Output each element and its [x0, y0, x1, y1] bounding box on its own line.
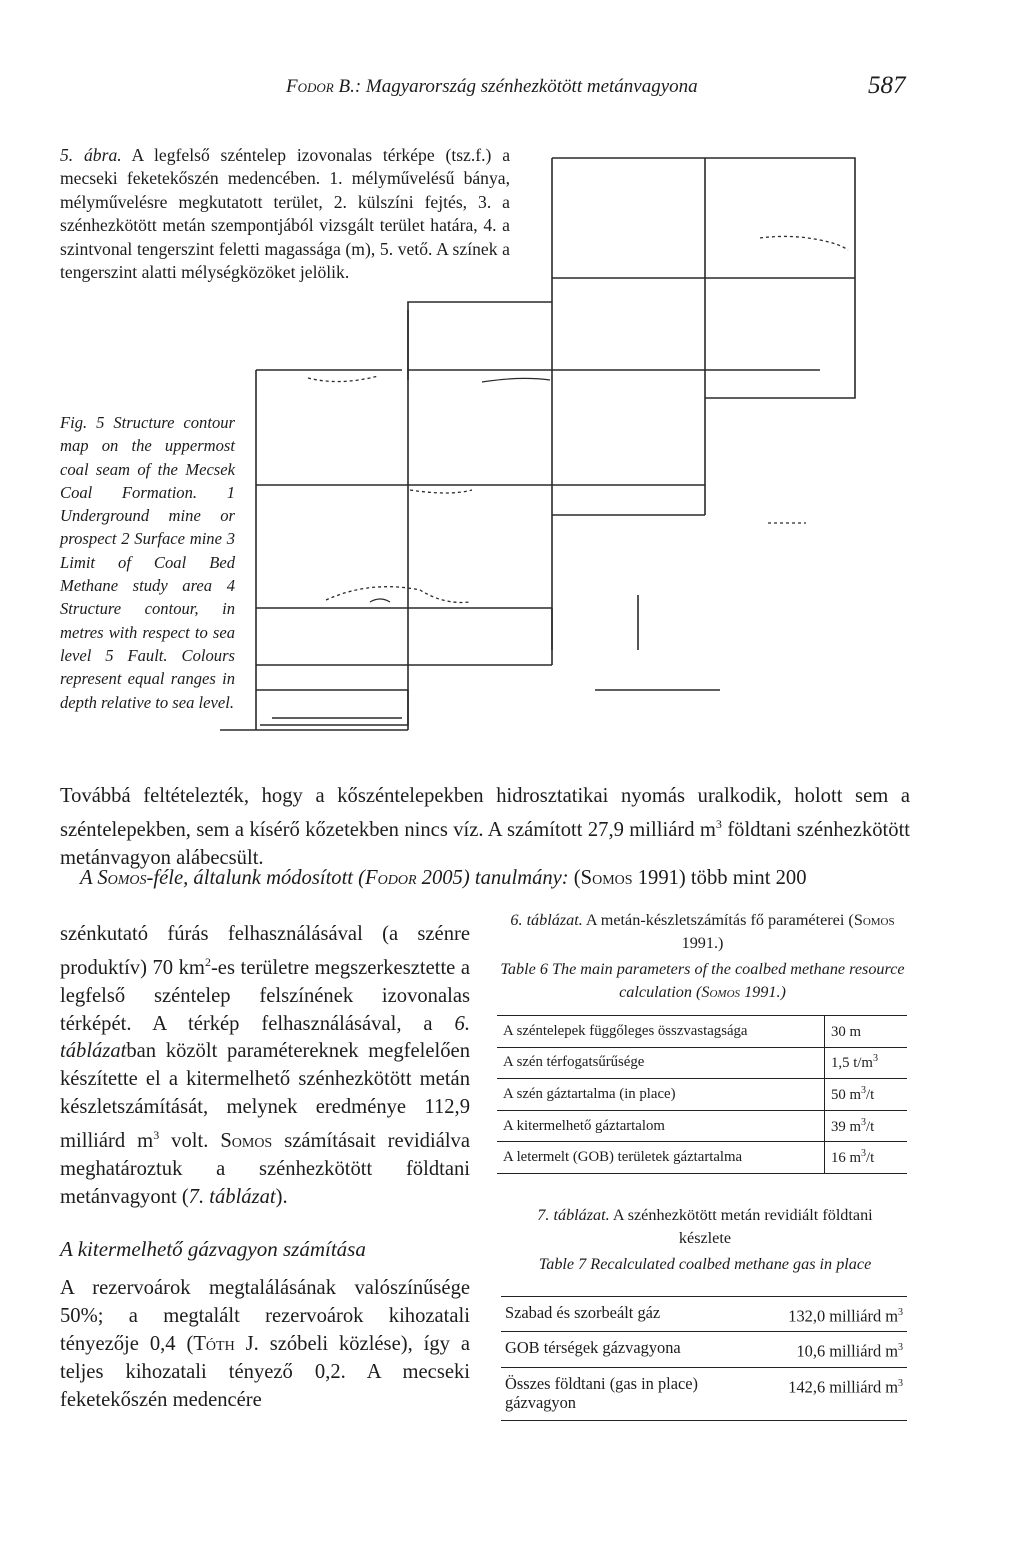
table-cell-value: 10,6 milliárd $m^3$: [739, 1332, 907, 1367]
body-paragraph-2-text: szénkutató fúrás felhasználásával (a szénre produktív) 70 $km^2-es$ területre megszerkesztette a legfelső széntelep felszínének izovonalas térképét. A térkép felhasználásával, a 6. táblázatban közölt paramétereknek megfelelően készítette el a kitermelhető szénhezkötött metán készletszámítását, melynek eredménye 112,9 milliárd $m^3$ volt. Somos számításait revidiálva meghatároztuk a szénhezkötött földtani metánvagyont (7. táblázat).: [60, 923, 470, 1208]
table-row: [497, 1110, 907, 1142]
table-cell-label: Szabad és szorbeált gáz: [501, 1297, 739, 1332]
table-6-caption: [495, 909, 910, 1005]
table-6-caption-english: Table 6 The main parameters of the coalbed methane resource calculation (Somos 1991.): [500, 959, 905, 1002]
table-6-caption-hungarian: 6. táblázat. A metán-készletszámítás fő paraméterei (Somos 1991.): [510, 911, 895, 953]
page-number: 587: [868, 72, 906, 99]
table-cell-label: A szén térfogatsűrűsége: [497, 1047, 825, 1079]
table-row: [497, 1079, 907, 1111]
table-row: [501, 1332, 907, 1367]
body-paragraph-2: [60, 921, 470, 1212]
table-cell-value: 16 $m^3/t$: [825, 1142, 908, 1174]
table-7-caption-hungarian: 7. táblázat. A szénhezkötött metán revidiált földtani készlete: [537, 1206, 873, 1248]
table-cell-label: A szén gáztartalma (in place): [497, 1079, 825, 1111]
table-cell-label: GOB térségek gázvagyona: [501, 1332, 739, 1367]
table-cell-label: A letermelt (GOB) területek gáztartalma: [497, 1142, 825, 1174]
table-cell-value: 50 $m^3/t$: [825, 1079, 908, 1111]
table-6: [497, 1015, 907, 1174]
table-cell-label: Összes földtani (gas in place) gázvagyon: [501, 1367, 739, 1420]
section-heading: A kitermelhető gázvagyon számítása: [60, 1237, 366, 1261]
table-cell-value: 30 m: [825, 1016, 908, 1048]
table-cell-value: 1,5 $t/m^3$: [825, 1047, 908, 1079]
structure-contour-map: [220, 150, 860, 740]
body-paragraph-3: A rezervoárok megtalálásának valószínűsége 50%; a megtalált rezervoárok kihozatali tényezője 0,4 (Tóth J. szóbeli közlése), így a teljes kihozatali tényező 0,2. A mecseki feketekőszén medencére: [60, 1277, 471, 1411]
map-drawing: [220, 150, 860, 740]
table-cell-label: A széntelepek függőleges összvastagsága: [497, 1016, 825, 1048]
table-7-caption: [520, 1204, 890, 1276]
table-7-caption-english: Table 7 Recalculated coalbed methane gas in place: [538, 1254, 872, 1273]
table-cell-value: 142,6 milliárd $m^3$: [739, 1367, 907, 1420]
table-row: [497, 1047, 907, 1079]
figure-caption-english: Fig. 5 Structure contour map on the uppermost coal seam of the Mecsek Coal Formation. 1 Underground mine or prospect 2 Surface mine 3 Limit of Coal Bed Methane study area 4 Structure contour, in metres with respect to sea level 5 Fault. Colours represent equal ranges in depth relative to sea level.: [60, 413, 235, 712]
figure-caption-hungarian: 5. ábra. A legfelső széntelep izovonalas térképe (tsz.f.) a mecseki feketekőszén medencében. 1. mélyművelésű bánya, mélyművelésre megkutatott terület, 2. külszíni fejtés, 3. a szénhezkötött metán szempontjából vizsgált terület határa, 4. a szintvonal tengerszint feletti magassága (m), 5. vető. A színek a tengerszint alatti mélységközöket jelölik.: [60, 145, 510, 283]
table-cell-label: A kitermelhető gáztartalom: [497, 1110, 825, 1142]
page-header: [0, 72, 1024, 104]
table-row: [501, 1367, 907, 1420]
table-row: [497, 1016, 907, 1048]
body-paragraph-2-first-line: A Somos-féle, általunk módosított (Fodor 2005) tanulmány: (Somos 1991) több mint 200: [80, 867, 807, 889]
table-row: [497, 1142, 907, 1174]
running-head: Fodor B.: Magyarország szénhezkötött metánvagyona: [286, 76, 698, 97]
table-cell-value: 132,0 milliárd $m^3$: [739, 1297, 907, 1332]
table-7: [501, 1296, 907, 1421]
table-row: [501, 1297, 907, 1332]
table-cell-value: 39 $m^3/t$: [825, 1110, 908, 1142]
body-paragraph-1: Továbbá feltételezték, hogy a kőszéntelepekben hidrosztatikai nyomás uralkodik, holott sem a széntelepekben, sem a kísérő kőzetekben nincs víz. A számított 27,9 milliárd $m^3$ földtani szénhezkötött metánvagyon alábecsült.: [60, 785, 911, 869]
